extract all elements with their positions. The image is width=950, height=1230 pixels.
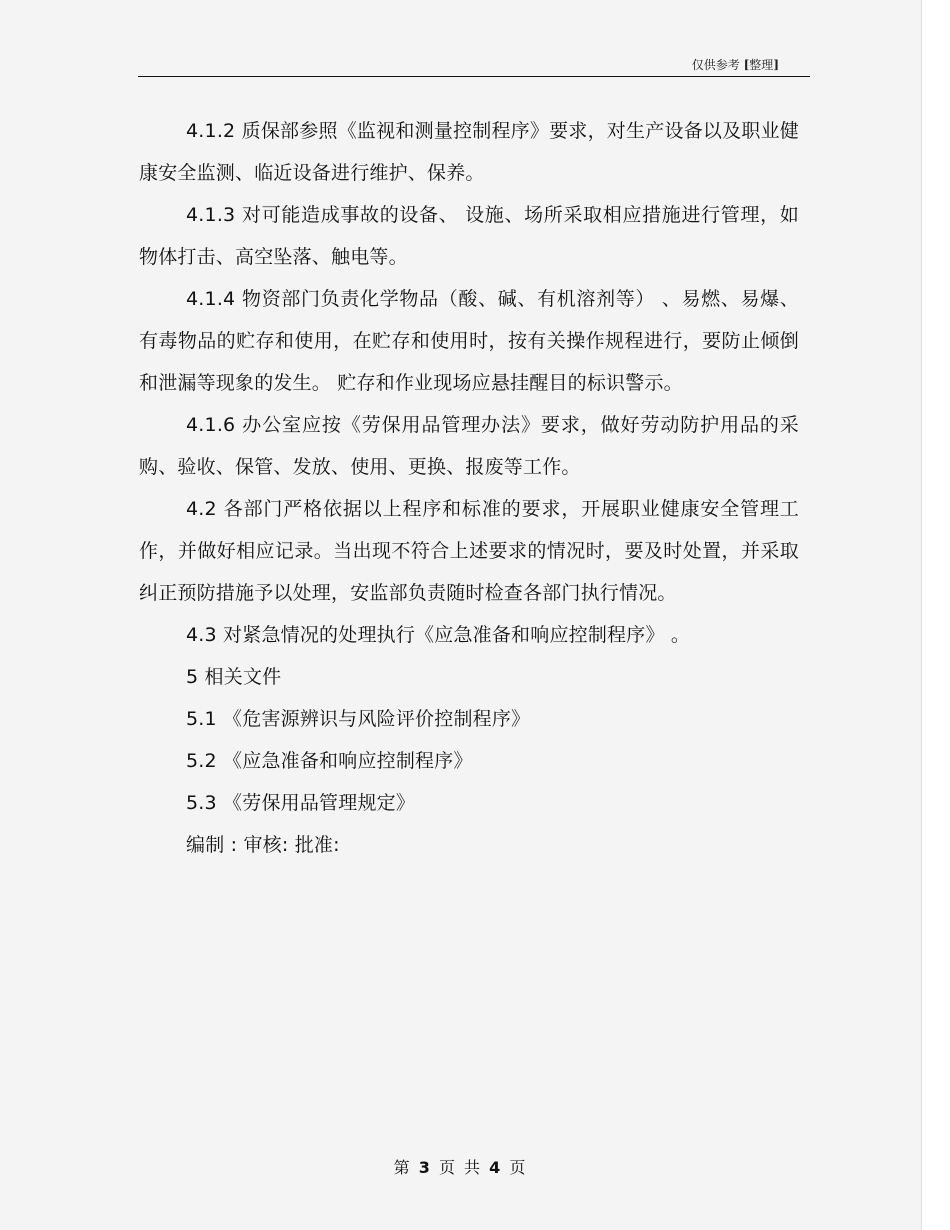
related-doc-5-3: 5.3 《劳保用品管理规定》	[186, 792, 416, 814]
paragraph-4-1-4: 4.1.4 物资部门负责化学物品（酸、碱、有机溶剂等） 、易燃、易爆、有毒物品的贮存和使用，在贮存和使用时，按有关操作规程进行，要防止倾倒和泄漏等现象的发生。 贮存和作业现场应悬挂醒目的标识警示。	[139, 288, 799, 394]
document-body	[139, 110, 799, 866]
related-doc-5-2: 5.2 《应急准备和响应控制程序》	[186, 750, 473, 772]
page-header	[692, 56, 779, 73]
header-tag: 整理	[749, 58, 774, 72]
paragraph-4-1-3: 4.1.3 对可能造成事故的设备、 设施、场所采取相应措施进行管理，如物体打击、高空坠落、触电等。	[139, 204, 799, 268]
footer-total-word: 共	[464, 1158, 483, 1177]
page-footer	[0, 1155, 921, 1178]
header-bracket-open: [	[743, 58, 750, 72]
paragraph-4-1-2: 4.1.2 质保部参照《监视和测量控制程序》要求，对生产设备以及职业健康安全监测、临近设备进行维护、保养。	[139, 120, 799, 184]
paragraph-4-3: 4.3 对紧急情况的处理执行《应急准备和响应控制程序》 。	[186, 624, 691, 646]
footer-prefix: 第	[393, 1158, 412, 1177]
header-label: 仅供参考	[691, 58, 740, 72]
current-page-number: 3	[418, 1158, 432, 1177]
signature-line: 编制 : 审核: 批准:	[186, 834, 340, 856]
header-divider	[138, 76, 810, 77]
header-bracket-close: ]	[773, 58, 779, 72]
total-page-number: 4	[489, 1158, 503, 1177]
footer-page-word: 页	[438, 1158, 457, 1177]
footer-suffix: 页	[509, 1158, 528, 1177]
paragraph-4-1-6: 4.1.6 办公室应按《劳保用品管理办法》要求，做好劳动防护用品的采购、验收、保管、发放、使用、更换、报废等工作。	[139, 414, 799, 478]
section-5-heading: 5 相关文件	[186, 666, 282, 688]
paragraph-4-2: 4.2 各部门严格依据以上程序和标准的要求，开展职业健康安全管理工作，并做好相应记录。当出现不符合上述要求的情况时，要及时处置，并采取纠正预防措施予以处理，安监部负责随时检查各部门执行情况。	[139, 498, 799, 604]
related-doc-5-1: 5.1 《危害源辨识与风险评价控制程序》	[186, 708, 531, 730]
